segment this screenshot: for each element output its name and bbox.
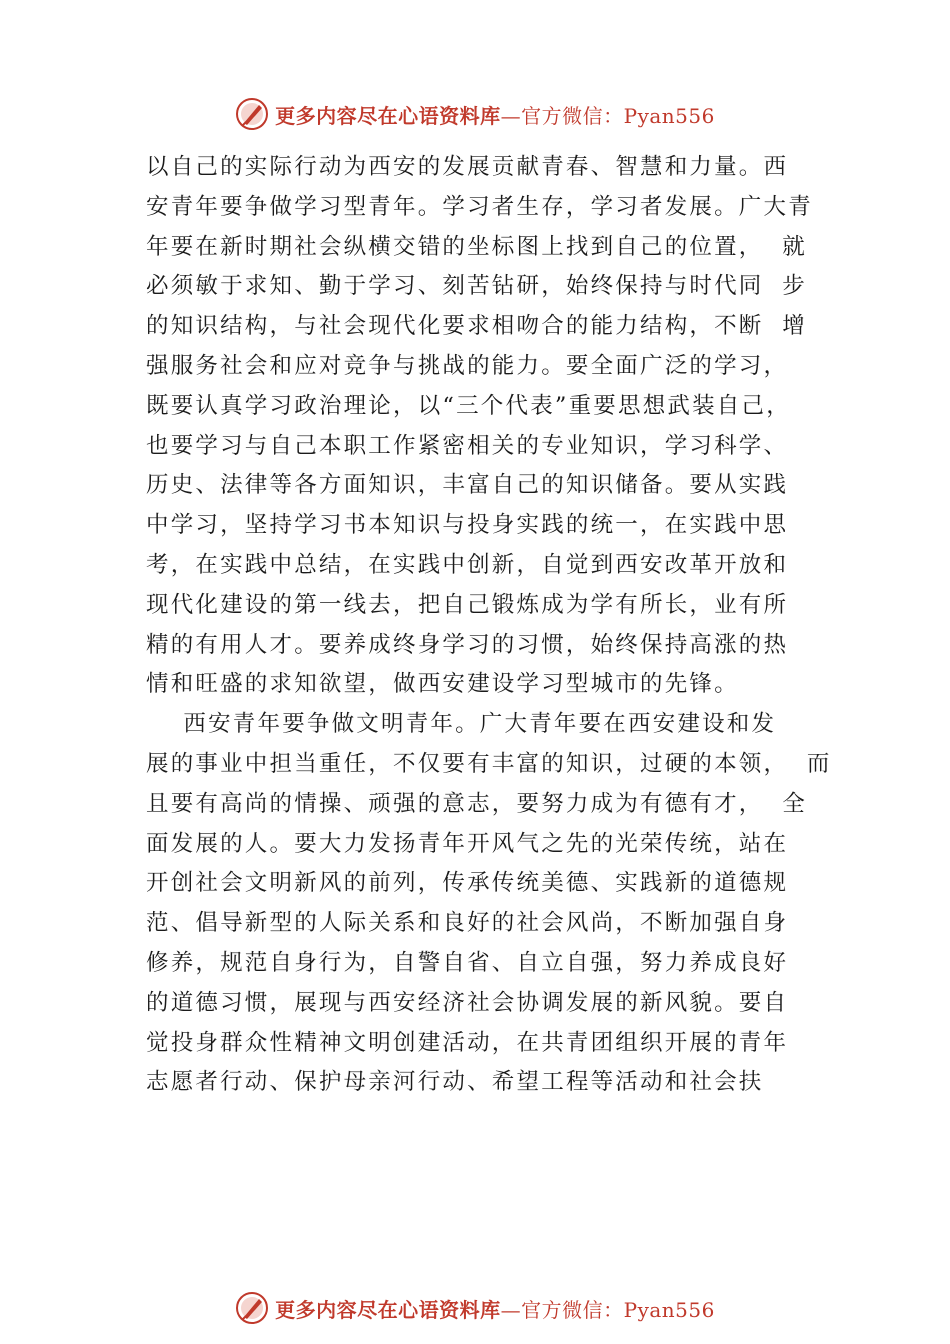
- text-line: 的道德习惯，展现与西安经济社会协调发展的新风貌。要自: [146, 989, 789, 1016]
- quill-logo-icon: [235, 97, 269, 131]
- watermark-brand: 更多内容尽在心语资料库: [275, 103, 501, 128]
- header-watermark: [0, 94, 950, 134]
- watermark-text: [275, 100, 715, 129]
- quill-logo-icon: [235, 1291, 269, 1325]
- text-line: 强服务社会和应对竞争与挑战的能力。要全面广泛的学习，: [146, 352, 789, 379]
- text-line: 觉投身群众性精神文明创建活动，在共青团组织开展的青年: [146, 1029, 789, 1056]
- text-line: 必须敏于求知、勤于学习、刻苦钻研，始终保持与时代同 步: [146, 273, 807, 300]
- text-line: 面发展的人。要大力发扬青年开风气之先的光荣传统，站在: [146, 830, 789, 857]
- watermark-suffix: —官方微信：Pyan556: [500, 1297, 715, 1322]
- text-line: 也要学习与自己本职工作紧密相关的专业知识，学习科学、: [146, 432, 789, 459]
- text-line: 志愿者行动、保护母亲河行动、希望工程等活动和社会扶: [146, 1069, 764, 1096]
- watermark-suffix: —官方微信：Pyan556: [500, 103, 715, 128]
- text-line: 现代化建设的第一线去，把自己锻炼成为学有所长，业有所: [146, 591, 789, 618]
- document-body: [146, 148, 836, 1103]
- text-line: 修养，规范自身行为，自警自省、自立自强，努力养成良好: [146, 949, 789, 976]
- watermark-text: [275, 1294, 715, 1323]
- text-line: 的知识结构，与社会现代化要求相吻合的能力结构，不断 增: [146, 313, 807, 340]
- text-line: 安青年要争做学习型青年。学习者生存，学习者发展。广大青: [146, 193, 813, 220]
- text-line: 范、倡导新型的人际关系和良好的社会风尚，不断加强自身: [146, 910, 789, 937]
- text-line: 以自己的实际行动为西安的发展贡献青春、智慧和力量。西: [146, 154, 789, 180]
- text-line: 年要在新时期社会纵横交错的坐标图上找到自己的位置， 就: [146, 233, 807, 260]
- text-line: 情和旺盛的求知欲望，做西安建设学习型城市的先锋。: [146, 671, 739, 698]
- text-line: 且要有高尚的情操、顽强的意志，要努力成为有德有才， 全: [146, 790, 807, 817]
- text-line: 中学习，坚持学习书本知识与投身实践的统一，在实践中思: [146, 512, 789, 539]
- text-line: 历史、法律等各方面知识，丰富自己的知识储备。要从实践: [146, 472, 789, 499]
- text-line: 既要认真学习政治理论，以“三个代表”重要思想武装自己，: [146, 392, 791, 419]
- text-line: 考，在实践中总结，在实践中创新，自觉到西安改革开放和: [146, 551, 789, 578]
- text-line: 西安青年要争做文明青年。广大青年要在西安建设和发: [146, 711, 777, 738]
- text-line: 展的事业中担当重任，不仅要有丰富的知识，过硬的本领， 而: [146, 750, 832, 777]
- watermark-brand: 更多内容尽在心语资料库: [275, 1297, 501, 1322]
- text-line: 开创社会文明新风的前列，传承传统美德、实践新的道德规: [146, 870, 789, 897]
- footer-watermark: [0, 1288, 950, 1328]
- text-line: 精的有用人才。要养成终身学习的习惯，始终保持高涨的热: [146, 631, 789, 658]
